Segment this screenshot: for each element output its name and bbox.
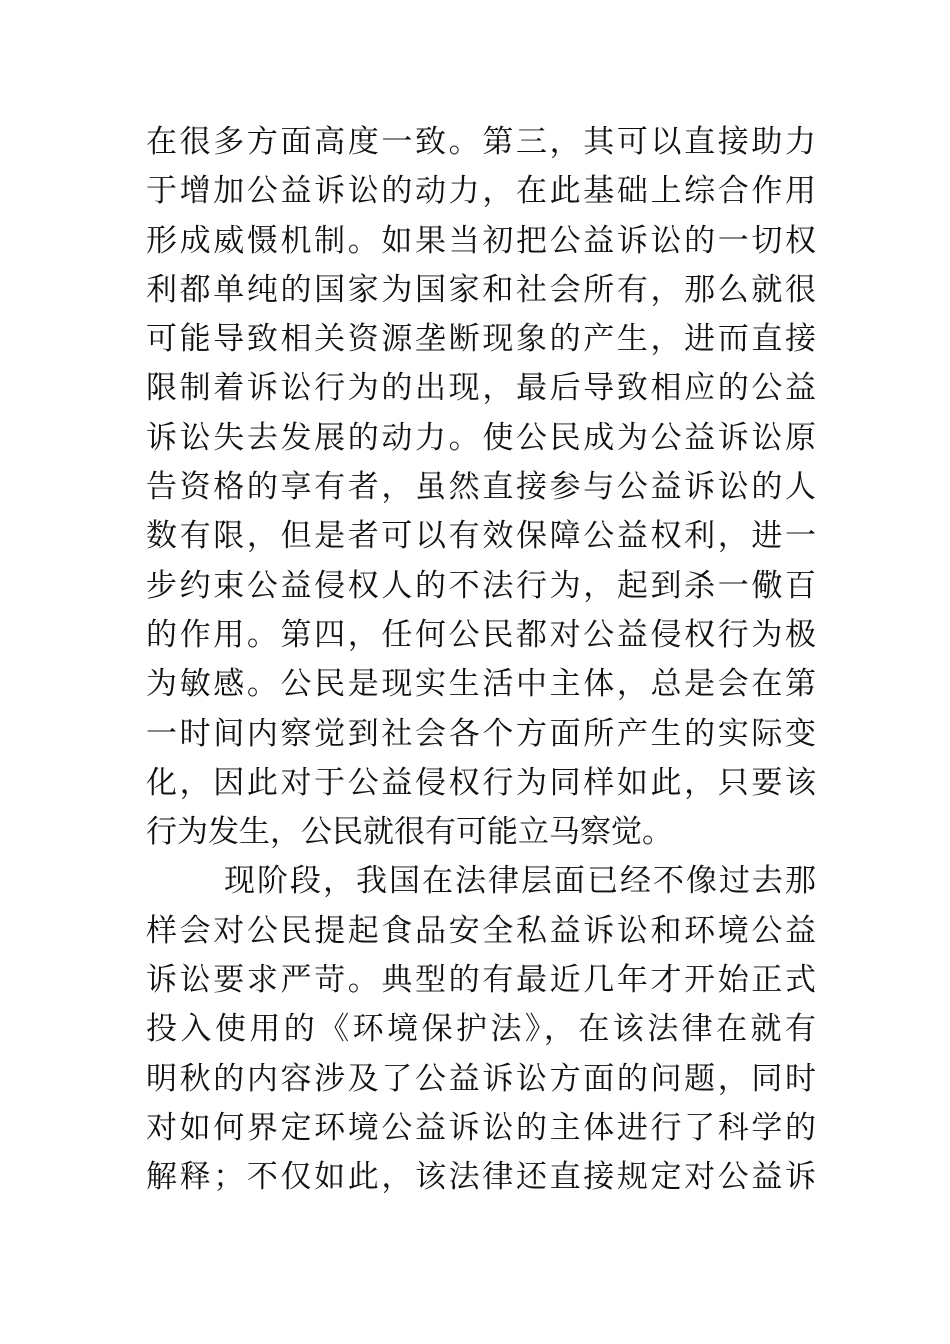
paragraph-start-line: 现阶段，我国在法律层面已经不像过去那 bbox=[224, 863, 816, 900]
text-line: 于增加公益诉讼的动力，在此基础上综合作用 bbox=[146, 173, 816, 210]
text-line: 一时间内察觉到社会各个方面所产生的实际变 bbox=[146, 715, 816, 752]
text-line: 限制着诉讼行为的出现，最后导致相应的公益 bbox=[146, 370, 816, 407]
text-line: 化，因此对于公益侵权行为同样如此，只要该 bbox=[146, 764, 816, 801]
text-line: 形成威慑机制。如果当初把公益诉讼的一切权 bbox=[146, 222, 816, 259]
paragraph-end-line: 行为发生，公民就很有可能立马察觉。 bbox=[146, 814, 673, 851]
text-line: 对如何界定环境公益诉讼的主体进行了科学的 bbox=[146, 1109, 816, 1146]
text-line: 诉讼失去发展的动力。使公民成为公益诉讼原 bbox=[146, 419, 816, 456]
text-line: 投入使用的《环境保护法》，在该法律在就有 bbox=[146, 1011, 816, 1048]
text-line: 步约束公益侵权人的不法行为，起到杀一儆百 bbox=[146, 567, 816, 604]
text-line: 明秋的内容涉及了公益诉讼方面的问题，同时 bbox=[146, 1060, 816, 1097]
text-line: 样会对公民提起食品安全私益诉讼和环境公益 bbox=[146, 912, 816, 949]
text-line: 在很多方面高度一致。第三，其可以直接助力 bbox=[146, 124, 816, 160]
text-line: 的作用。第四，任何公民都对公益侵权行为极 bbox=[146, 616, 816, 653]
text-line: 利都单纯的国家为国家和社会所有，那么就很 bbox=[146, 271, 816, 308]
text-line: 数有限，但是者可以有效保障公益权利，进一 bbox=[146, 518, 816, 555]
body-text bbox=[146, 118, 816, 1203]
text-line: 解释；不仅如此，该法律还直接规定对公益诉 bbox=[146, 1159, 816, 1196]
text-line: 诉讼要求严苛。典型的有最近几年才开始正式 bbox=[146, 962, 816, 999]
text-line: 为敏感。公民是现实生活中主体，总是会在第 bbox=[146, 666, 816, 703]
text-line: 告资格的享有者，虽然直接参与公益诉讼的人 bbox=[146, 469, 816, 506]
text-line: 可能导致相关资源垄断现象的产生，进而直接 bbox=[146, 321, 816, 358]
